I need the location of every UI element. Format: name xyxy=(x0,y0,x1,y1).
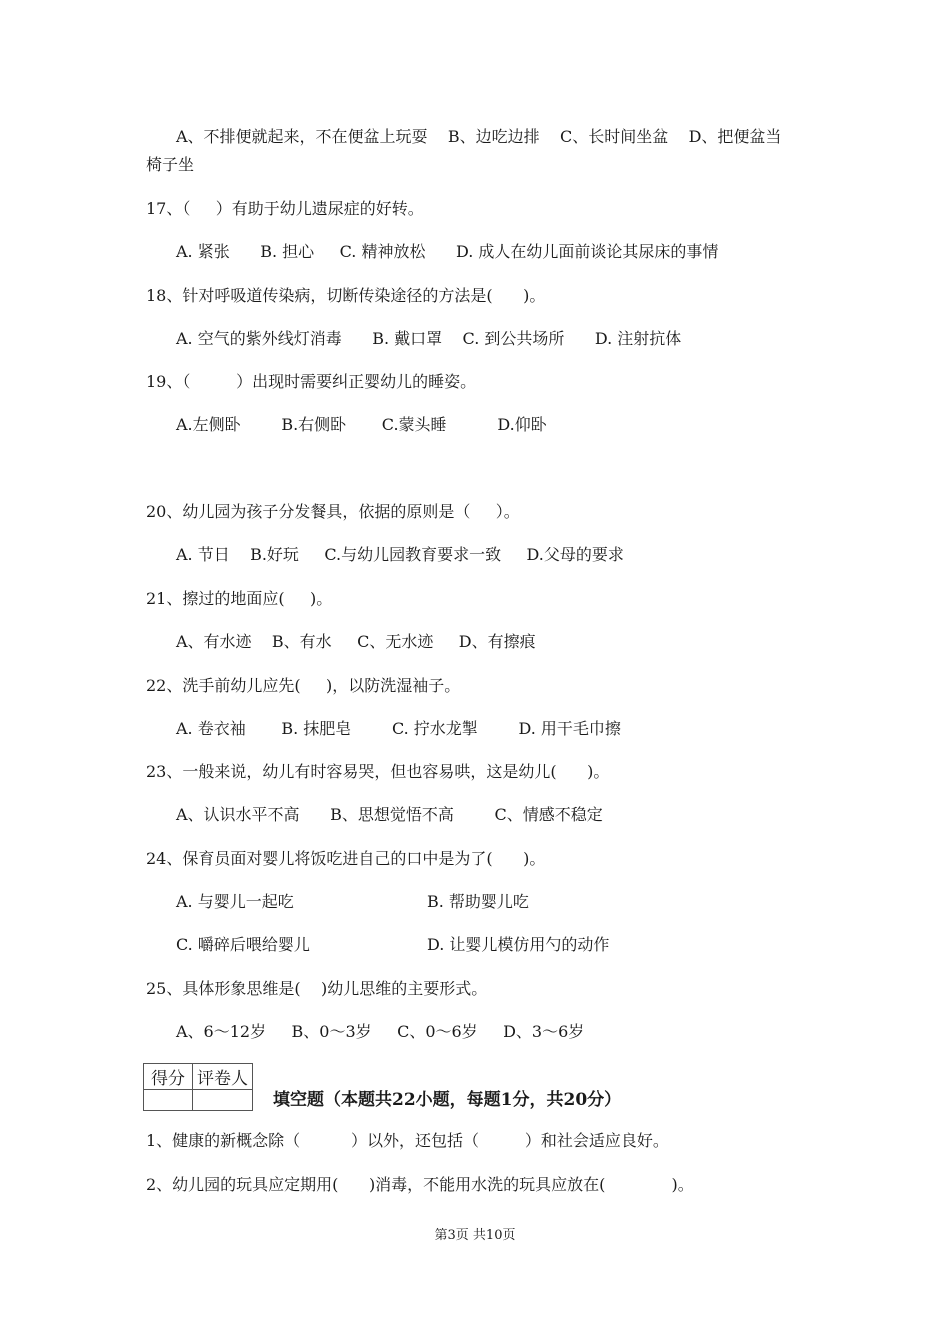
q22-options: A. 卷衣袖 B. 抹肥皂 C. 拧水龙掣 D. 用干毛巾擦 xyxy=(176,719,621,738)
q20-options: A. 节日 B.好玩 C.与幼儿园教育要求一致 D.父母的要求 xyxy=(176,545,624,564)
q19-options: A.左侧卧 B.右侧卧 C.蒙头睡 D.仰卧 xyxy=(176,415,547,434)
q18-options: A. 空气的紫外线灯消毒 B. 戴口罩 C. 到公共场所 D. 注射抗体 xyxy=(176,329,682,348)
fill-question-2: 2、幼儿园的玩具应定期用( )消毒，不能用水洗的玩具应放在( )。 xyxy=(146,1175,694,1194)
q23-options: A、认识水平不高 B、思想觉悟不高 C、情感不稳定 xyxy=(176,805,603,824)
q25-options: A、6～12岁 B、0～3岁 C、0～6岁 D、3～6岁 xyxy=(176,1022,585,1041)
q25-question: 25、具体形象思维是( )幼儿思维的主要形式。 xyxy=(146,979,488,998)
q23-question: 23、一般来说，幼儿有时容易哭，但也容易哄，这是幼儿( )。 xyxy=(146,762,610,781)
score-cell xyxy=(144,1090,193,1111)
score-header: 得分 xyxy=(144,1064,193,1090)
fill-question-1: 1、健康的新概念除（ ）以外，还包括（ ）和社会适应良好。 xyxy=(146,1131,669,1150)
q17-question: 17、（ ）有助于幼儿遗尿症的好转。 xyxy=(146,199,424,218)
q17-options: A. 紧张 B. 担心 C. 精神放松 D. 成人在幼儿面前谈论其尿床的事情 xyxy=(176,242,719,261)
score-table xyxy=(143,1063,253,1111)
q24-option-c: C. 嚼碎后喂给婴儿 xyxy=(176,935,310,954)
q24-question: 24、保育员面对婴儿将饭吃进自己的口中是为了( )。 xyxy=(146,849,546,868)
grader-header: 评卷人 xyxy=(193,1064,253,1090)
q19-question: 19、（ ）出现时需要纠正婴幼儿的睡姿。 xyxy=(146,372,477,391)
q22-question: 22、洗手前幼儿应先( )，以防洗湿袖子。 xyxy=(146,676,461,695)
q16-options-cont: 椅子坐 xyxy=(146,155,195,174)
q24-option-b: B. 帮助婴儿吃 xyxy=(427,892,529,911)
q16-options: A、不排便就起来，不在便盆上玩耍 B、边吃边排 C、长时间坐盆 D、把便盆当 xyxy=(176,127,782,146)
q21-options: A、有水迹 B、有水 C、无水迹 D、有擦痕 xyxy=(176,632,536,651)
q24-option-d: D. 让婴儿模仿用勺的动作 xyxy=(427,935,610,954)
section-title: 填空题（本题共22小题，每题1分，共20分） xyxy=(273,1090,622,1110)
q24-option-a: A. 与婴儿一起吃 xyxy=(176,892,294,911)
page-footer: 第3页 共10页 xyxy=(434,1228,516,1243)
grader-cell xyxy=(193,1090,253,1111)
q20-question: 20、幼儿园为孩子分发餐具，依据的原则是（ ）。 xyxy=(146,502,520,521)
q21-question: 21、擦过的地面应( )。 xyxy=(146,589,333,608)
q18-question: 18、针对呼吸道传染病，切断传染途径的方法是( )。 xyxy=(146,286,546,305)
